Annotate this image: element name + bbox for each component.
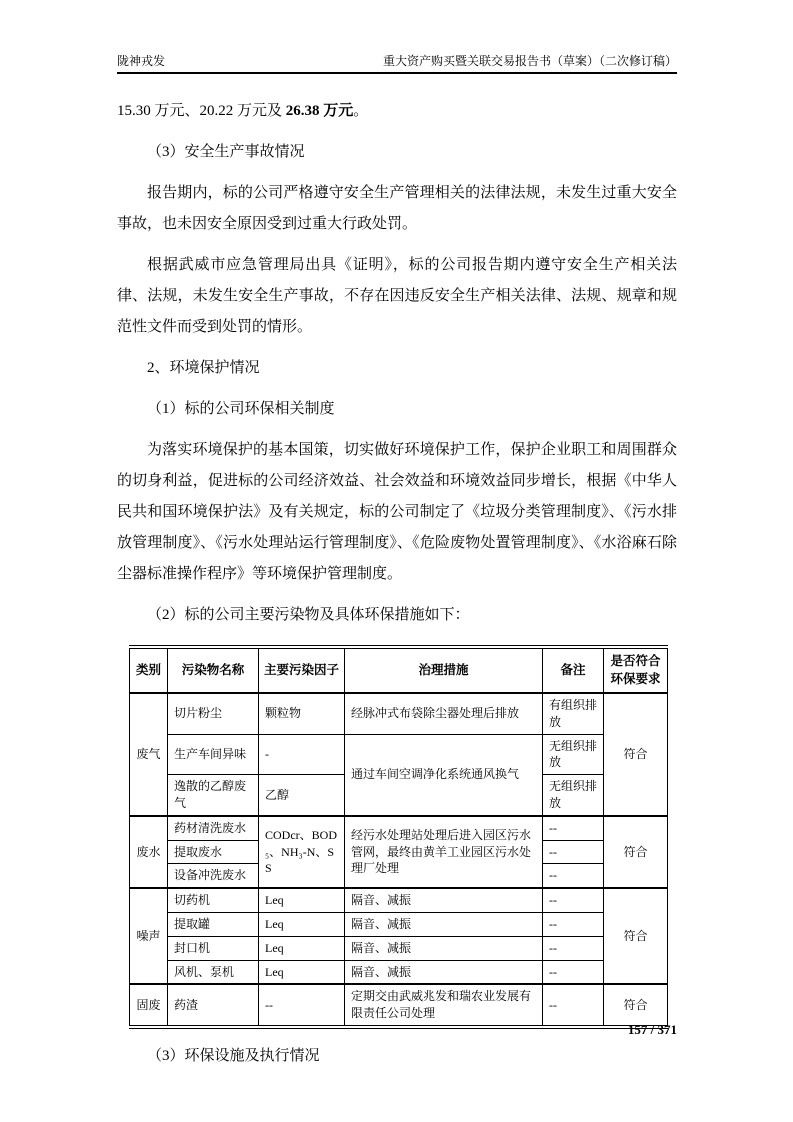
- table-row: [130, 816, 668, 840]
- col-header-factor: 主要污染因子: [259, 647, 345, 693]
- measure-cell: 经污水处理站处理后进入园区污水管网，最终由黄羊工业园区污水处理厂处理: [345, 816, 543, 888]
- remark-cell: 无组织排放: [543, 734, 604, 775]
- measure-cell: 隔音、减振: [345, 936, 543, 960]
- compliance-cell: 符合: [604, 888, 668, 984]
- heading-safety-incident: （3）安全生产事故情况: [147, 144, 305, 160]
- pollutant-cell: 风机、泵机: [168, 960, 259, 984]
- paragraph-safety-2: 根据武威市应急管理局出具《证明》，标的公司报告期内遵守安全生产相关法律、法规，未发生安全生产事故，不存在因违反安全生产相关法律、法规、规章和规范性文件而受到处罚的情形。: [117, 257, 677, 335]
- table-row: [130, 888, 668, 912]
- table-row: [130, 734, 668, 775]
- factor-cell: Leq: [259, 888, 345, 912]
- table-row: [130, 960, 668, 984]
- measure-cell: 隔音、减振: [345, 888, 543, 912]
- header-company-name: 陇神戎发: [117, 54, 166, 68]
- category-cell: 废水: [130, 816, 168, 888]
- heading-env-sub1: （1）标的公司环保相关制度: [147, 401, 335, 417]
- heading-env-sub3: （3）环保设施及执行情况: [147, 1047, 320, 1064]
- running-header: [117, 52, 677, 74]
- factor-cell: 乙醇: [259, 775, 345, 816]
- compliance-cell: 符合: [604, 984, 668, 1027]
- table-row: [130, 693, 668, 734]
- factor-cell: Leq: [259, 912, 345, 936]
- category-cell: 噪声: [130, 888, 168, 984]
- col-header-pollutant: 污染物名称: [168, 647, 259, 693]
- table-header-row: [130, 647, 668, 693]
- document-body: [117, 96, 677, 1072]
- remark-cell: --: [543, 984, 604, 1027]
- heading-environment: 2、环境保护情况: [147, 360, 260, 376]
- continuation-period: 。: [353, 103, 369, 119]
- pollutant-cell: 逸散的乙醇废气: [168, 775, 259, 816]
- measure-cell: 隔音、减振: [345, 960, 543, 984]
- table-row: [130, 936, 668, 960]
- remark-cell: 有组织排放: [543, 693, 604, 734]
- pollutant-cell: 提取废水: [168, 840, 259, 864]
- factor-cell: CODcr、BOD₅、NH₃-N、SS: [259, 816, 345, 888]
- remark-cell: 无组织排放: [543, 775, 604, 816]
- pollutant-cell: 切药机: [168, 888, 259, 912]
- paragraph-continuation: [117, 96, 677, 127]
- pollutant-cell: 药材清洗废水: [168, 816, 259, 840]
- factor-cell: Leq: [259, 936, 345, 960]
- pollutant-measures-table: [129, 645, 668, 1029]
- factor-cell: --: [259, 984, 345, 1027]
- compliance-cell: 符合: [604, 693, 668, 816]
- continuation-text: 15.30 万元、20.22 万元及: [117, 103, 286, 119]
- col-header-category: 类别: [130, 647, 168, 693]
- table-row: [130, 912, 668, 936]
- remark-cell: --: [543, 888, 604, 912]
- pollutant-cell: 封口机: [168, 936, 259, 960]
- measure-cell: 经脉冲式布袋除尘器处理后排放: [345, 693, 543, 734]
- page-number: 157 / 371: [627, 1022, 677, 1037]
- pollutant-cell: 生产车间异味: [168, 734, 259, 775]
- pollutant-cell: 药渣: [168, 984, 259, 1027]
- remark-cell: --: [543, 864, 604, 888]
- pollutant-cell: 设备冲洗废水: [168, 864, 259, 888]
- measure-cell: 通过车间空调净化系统通风换气: [345, 734, 543, 816]
- remark-cell: --: [543, 912, 604, 936]
- heading-env-sub2: （2）标的公司主要污染物及具体环保措施如下：: [147, 607, 470, 623]
- factor-cell: 颗粒物: [259, 693, 345, 734]
- measure-cell: 定期交由武威兆发和瑞农业发展有限责任公司处理: [345, 984, 543, 1027]
- measure-cell: 隔音、减振: [345, 912, 543, 936]
- factor-cell: -: [259, 734, 345, 775]
- col-header-compliance: 是否符合环保要求: [604, 647, 668, 693]
- remark-cell: --: [543, 816, 604, 840]
- pollutant-cell: 切片粉尘: [168, 693, 259, 734]
- paragraph-env-policy: 为落实环境保护的基本国策，切实做好环境保护工作，保护企业职工和周围群众的切身利益，促进标的公司经济效益、社会效益和环境效益同步增长，根据《中华人民共和国环境保护法》及有关规定，标的公司制定了《垃圾分类管理制度》、《污水排放管理制度》、《污水处理站运行管理制度》、《危险废物处置管理制度》、《水浴麻石除尘器标准操作程序》等环境保护管理制度。: [117, 442, 677, 582]
- remark-cell: --: [543, 960, 604, 984]
- compliance-cell: 符合: [604, 816, 668, 888]
- remark-cell: --: [543, 936, 604, 960]
- table-row: [130, 984, 668, 1027]
- continuation-bold-amount: 26.38 万元: [285, 103, 354, 119]
- col-header-measure: 治理措施: [345, 647, 543, 693]
- remark-cell: --: [543, 840, 604, 864]
- factor-cell: Leq: [259, 960, 345, 984]
- pollutant-cell: 提取罐: [168, 912, 259, 936]
- paragraph-safety-1: 报告期内，标的公司严格遵守安全生产管理相关的法律法规，未发生过重大安全事故，也未因安全原因受到过重大行政处罚。: [117, 185, 677, 232]
- category-cell: 固废: [130, 984, 168, 1027]
- col-header-remark: 备注: [543, 647, 604, 693]
- category-cell: 废气: [130, 693, 168, 816]
- header-report-title: 重大资产购买暨关联交易报告书（草案）（二次修订稿）: [382, 54, 677, 68]
